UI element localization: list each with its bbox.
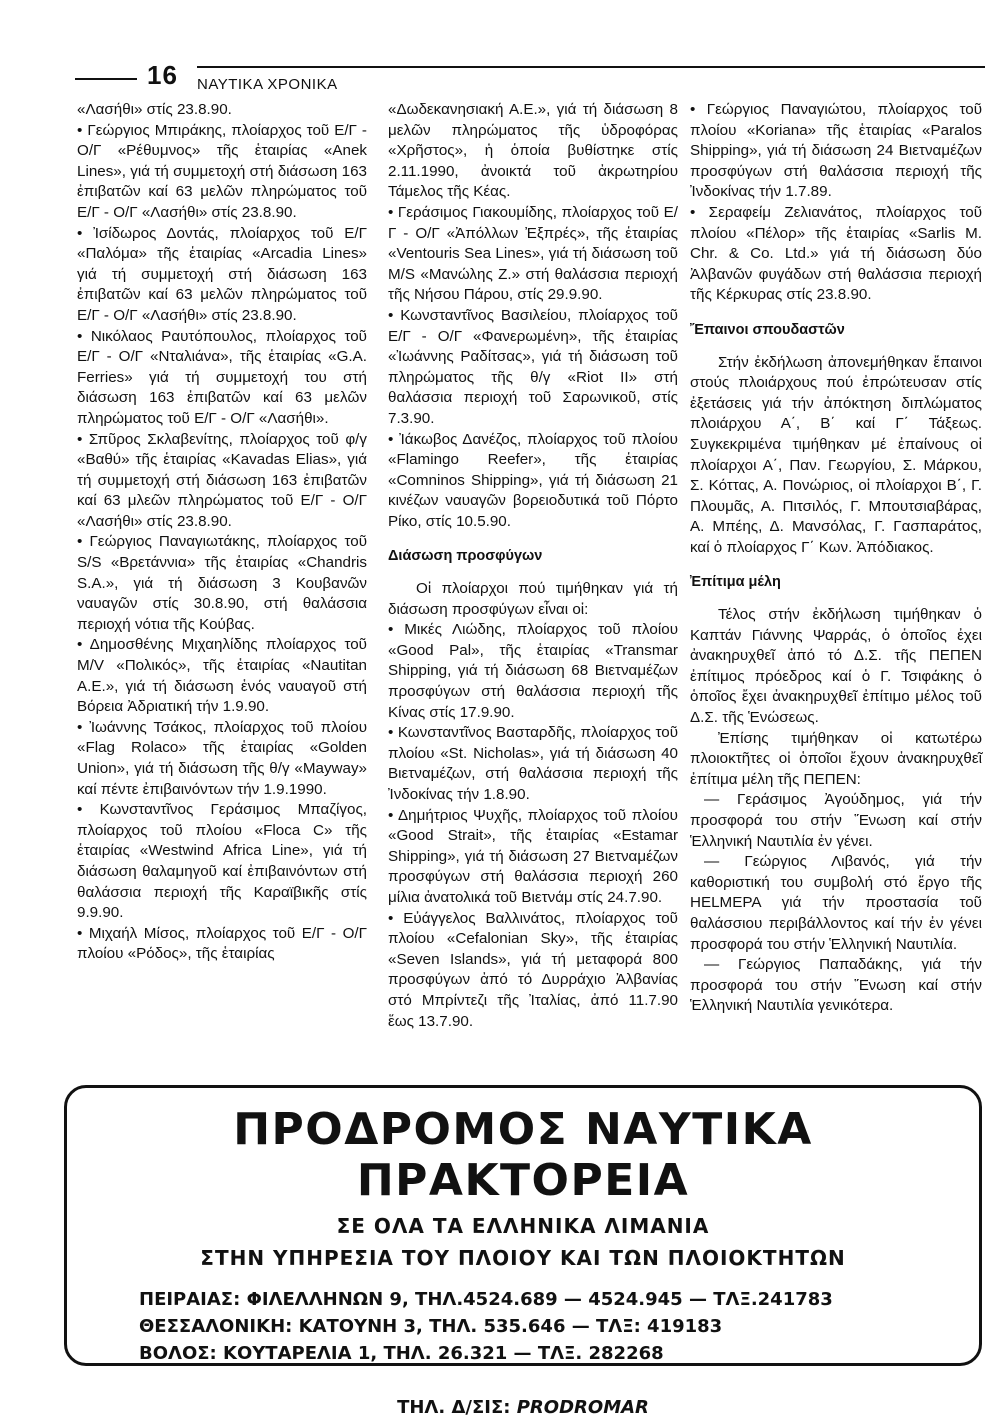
section-heading: Ἔπαινοι σπουδαστῶν: [690, 321, 845, 338]
paragraph: • Γεώργιος Παναγιώτου, πλοίαρχος τοῦ πλοίου «Koriana» τῆς ἑταιρίας «Paralos Shipping», γιά τή διάσωση 24 Βιετναμέζων προσφύγων στή θαλάσσια περιοχή τῆς Ἰνδοκίνας τήν 1.7.89.: [690, 101, 982, 201]
ad-telex-value: PRODROMAR: [516, 1397, 649, 1418]
paragraph: • Δημοσθένης Μιχαηλίδης πλοίαρχος τοῦ M/V «Πολικός», τῆς ἑταιρίας «Nautitan A.E.», γιά τή διάσωση ἑνός ναυαγοῦ στή Βόρεια Ἀδριατική τήν 1.9.90.: [77, 636, 367, 716]
paragraph: — Γεράσιμος Ἀγούδημος, γιά τήν προσφορά του στήν Ἕνωση καί στήν Ἑλληνική Ναυτιλία ἐν γένει.: [690, 791, 982, 850]
section-heading: Ἐπίτιμα μέλη: [690, 574, 781, 591]
article-column-1: [77, 100, 367, 965]
paragraph: • Σπῦρος Σκλαβενίτης, πλοίαρχος τοῦ φ/γ «Βαθύ» τῆς ἑταιρίας «Kavadas Elias», γιά τή συμμετοχή στή διάσωση 163 ἐπιβατῶν καί 63 μλεῶν πληρώματος τοῦ Ε/Γ - Ο/Γ «Λασήθι» στίς 23.8.90.: [77, 430, 367, 530]
paragraph: • Ἰωάννης Τσάκος, πλοίαρχος τοῦ πλοίου «Flag Rolaco» τῆς ἑταιρίας «Golden Union», γιά τή διάσωση τῆς θ/γ «Mayway» καί πέντε ἐπιβαινόντων τήν 1.9.1990.: [77, 718, 367, 798]
ad-title: ΠΡΟΔΡΟΜΟΣ ΝΑΥΤΙΚΑ ΠΡΑΚΤΟΡΕΙΑ: [233, 1104, 813, 1206]
publication-name: ΝΑΥΤΙΚΑ ΧΡΟΝΙΚΑ: [197, 76, 338, 93]
paragraph: • Εὐάγγελος Βαλλινάτος, πλοίαρχος τοῦ πλοίου «Cefalonian Sky», τῆς ἑταιρίας «Seven Islands», γιά τή μεταφορά 800 προσφύγων ἀπό τό Δυρράχιο Ἀλβανίας στό Μπρίντεζι τῆς Ἰταλίας, ἀπό 11.7.90 ἕως 13.7.90.: [388, 909, 678, 1030]
advertisement-box: [64, 1085, 982, 1418]
paragraph: «Δωδεκανησιακή Α.Ε.», γιά τή διάσωση 8 μελῶν πληρώματος τῆς ὑδροφόρας «Χρῆστος», ἡ ὁποία βυθίστηκε στίς 2.11.1990, ἀνοικτά τοῦ ἀκρωτηρίου Τάμελος τῆς Κέας.: [388, 101, 678, 201]
page-number: 16: [147, 60, 178, 90]
paragraph: • Γεράσιμος Γιακουμίδης, πλοίαρχος τοῦ Ε/Γ - Ο/Γ «Ἀπόλλων Ἐξπρές», τῆς ἑταιρίας «Ventouris Sea Lines», γιά τή διάσωση τοῦ M/S «Μανώλης Ζ.» στή θαλάσσια περιοχή τῆς Νήσου Πάρου, στίς 29.9.90.: [388, 203, 678, 304]
paragraph: • Μικές Λιώδης, πλοίαρχος τοῦ πλοίου «Good Pal», τῆς ἑταιρίας «Transmar Shipping, γιά τή διάσωση 68 Βιετναμέζων προσφύγων στή θαλάσσια περιοχή τῆς Κίνας στίς 17.9.90.: [388, 621, 678, 721]
paragraph: • Κωνσταντῖνος Βασιλείου, πλοίαρχος τοῦ Ε/Γ - Ο/Γ «Φανερωμένη», τῆς ἑταιρίας «Ἰωάννης Ραδίτσας», γιά τή διάσωση τοῦ πληρώματος τῆς θ/γ «Riot II» στή θαλάσσια περιοχή τοῦ Σαρωνικοῦ, στίς 7.3.90.: [388, 306, 678, 427]
paragraph: — Γεώργιος Παπαδάκης, γιά τήν προσφορά του στήν Ἕνωση καί στήν Ἑλληνική Ναυτιλία γενικότερα.: [690, 956, 982, 1015]
ad-address-volos: ΒΟΛΟΣ: ΚΟΥΤΑΡΕΛΙΑ 1, ΤΗΛ. 26.321 — ΤΛΞ. 282268: [139, 1343, 664, 1364]
header-rule-left: [75, 78, 137, 80]
paragraph: • Κωνσταντῖνος Γεράσιμος Μπαζίγος, πλοίαρχος τοῦ πλοίου «Floca C» τῆς ἑταιρίας «Westwind Africa Line», γιά τή διάσωση θαλαμηγοῦ καί ἐπιβαινόντων στή θαλάσσια περιοχή τῆς Καραϊβικῆς στίς 9.9.90.: [77, 801, 367, 922]
paragraph: Τέλος στήν ἐκδήλωση τιμήθηκαν ὁ Καπτάν Γιάννης Ψαρράς, ὁ ὁποῖος ἐχει ἀνακηρυχθεῖ ἀπό τό Δ.Σ. τῆς ΠΕΠΕΝ ἐπίτιμος πρόεδρος καί ὁ Γ. Τσιφάκης ὁ ὁποῖος ἔχει ἀνακηρυχθεῖ ἐπίτιμο μέλος τοῦ Δ.Σ. τῆς Ἑνώσεως.: [690, 606, 982, 727]
paragraph: • Ἰάκωβος Δανέζος, πλοίαρχος τοῦ πλοίου «Flamingo Reefer», τῆς ἑταιρίας «Comninos Shipping», γιά τή διάσωση 21 κινέζων ναυαγῶν βορειοδυτικά τοῦ Πόρτο Ρίκο, στίς 10.5.90.: [388, 430, 678, 530]
ad-subtitle-service: ΣΤΗΝ ΥΠΗΡΕΣΙΑ ΤΟΥ ΠΛΟΙΟΥ ΚΑΙ ΤΩΝ ΠΛΟΙΟΚΤΗΤΩΝ: [200, 1246, 846, 1270]
header-rule-right: [197, 66, 985, 68]
page-header: [75, 58, 985, 98]
article-column-3: [690, 100, 982, 1017]
paragraph: • Γεώργιος Παναγιωτάκης, πλοίαρχος τοῦ S/S «Βρετάννια» τῆς ἑταιρίας «Chandris S.A.», γιά τή διάσωση 3 Κουβανῶν ναυαγῶν στίς 30.8.90, στή θαλάσσια περιοχή νότια τῆς Κούβας.: [77, 533, 367, 633]
paragraph: • Νικόλαος Ραυτόπουλος, πλοίαρχος τοῦ Ε/Γ - Ο/Γ «Νταλιάνα», τῆς ἑταιρίας «G.A. Ferries» γιά τή συμμετοχή του στή διάσωση 163 ἐπιβατῶν καί 63 μελῶν πληρώματος τοῦ Ε/Γ - Ο/Γ «Λασήθι».: [77, 327, 367, 427]
ad-telex-label: ΤΗΛ. Δ/ΣΙΣ:: [397, 1397, 511, 1418]
paragraph: • Δημήτριος Ψυχῆς, πλοίαρχος τοῦ πλοίου «Good Strait», τῆς ἑταιρίας «Estamar Shipping», γιά τή διάσωση 27 Βιετναμέζων προσφύγων στή θαλάσσια περιοχή 260 μίλια ἀνατολικά τοῦ Βιετνάμ στίς 24.7.90.: [388, 806, 678, 906]
ad-address-list: [139, 1286, 979, 1367]
paragraph: Ἐπίσης τιμήθηκαν οἱ κατωτέρω πλοιοκτῆτες οἱ ὁποῖοι ἔχουν ἀνακηρυχθεῖ ἐπίτιμα μέλη τῆς ΠΕΠΕΝ:: [690, 729, 982, 788]
article-column-2: [388, 100, 678, 1032]
ad-address-thessaloniki: ΘΕΣΣΑΛΟΝΙΚΗ: ΚΑΤΟΥΝΗ 3, ΤΗΛ. 535.646 — ΤΛΞ: 419183: [139, 1316, 723, 1337]
paragraph: • Σεραφείμ Ζελιανάτος, πλοίαρχος τοῦ πλοίου «Πέλορ» τῆς ἑταιρίας «Sarlis M. Chr. & Co. Ltd.» γιά τή διάσωση δύο Ἀλβανῶν φυγάδων στή θαλάσσια περιοχή τῆς Κέρκυρας στίς 23.8.90.: [690, 203, 982, 304]
ad-address-piraeus: ΠΕΙΡΑΙΑΣ: ΦΙΛΕΛΛΗΝΩΝ 9, ΤΗΛ.4524.689 — 4524.945 — ΤΛΞ.241783: [139, 1289, 833, 1310]
paragraph: Οἱ πλοίαρχοι πού τιμήθηκαν γιά τή διάσωση προσφύγων εἶναι οἱ:: [388, 580, 678, 618]
paragraph: — Γεώργιος Λιβανός, γιά τήν καθοριστική του συμβολή στό ἔργο τῆς HELMEPA γιά τήν προστασία τοῦ θαλάσσιου περιβάλλοντος καί τήν ἐν γένει προσφορά του στήν Ἑλληνική Ναυτιλία.: [690, 853, 982, 953]
paragraph: • Κωνσταντῖνος Βασταρδῆς, πλοίαρχος τοῦ πλοίου «St. Nicholas», γιά τή διάσωση 40 Βιετναμέζων, στή θαλάσσια περιοχή τῆς Ἰνδοκίνας τήν 1.8.90.: [388, 724, 678, 803]
ad-subtitle-ports: ΣΕ ΟΛΑ ΤΑ ΕΛΛΗΝΙΚΑ ΛΙΜΑΝΙΑ: [336, 1214, 710, 1238]
section-heading: Διάσωση προσφύγων: [388, 548, 543, 565]
paragraph: «Λασήθι» στίς 23.8.90.: [77, 101, 232, 118]
paragraph: • Μιχαήλ Μίσος, πλοίαρχος τοῦ Ε/Γ - Ο/Γ πλοίου «Ρόδος», τῆς ἑταιρίας: [77, 924, 367, 963]
paragraph: • Γεώργιος Μπιράκης, πλοίαρχος τοῦ Ε/Γ - Ο/Γ «Ρέθυμνος» τῆς ἑταιρίας «Anek Lines», γιά τή συμμετοχή στή διάσωση 163 ἐπιβατῶν καί 63 μελῶν πληρώματος τοῦ Ε/Γ - Ο/Γ «Λασήθι» στίς 23.8.90.: [77, 121, 367, 221]
ad-telex: [67, 1397, 979, 1418]
paragraph: Στήν ἐκδήλωση ἀπονεμήθηκαν ἔπαινοι στούς πλοιάρχους πού ἐπρώτευσαν στίς ἐξετάσεις γιά τήν ἀπόκτηση διπλώματος πλοιάρχου Α΄, Β΄ καί Γ΄ Τάξεως. Συγκεκριμένα τιμήθηκαν μέ ἐπαίνους οἱ πλοίαρχοι Α΄, Παν. Γεωργίου, Σ. Μάρκου, Σ. Κόττας, Α. Πονώριος, οἱ πλοίαρχοι Β΄, Γ. Πλουμᾶς, Α. Πιτσιλός, Γ. Μπουτσιαβάρας, Α. Μπέης, Δ. Μανσόλας, Γ. Γασπαράτος, καί ὁ πλοίαρχος Γ΄ Κων. Ἀπόδιακος.: [690, 353, 982, 556]
paragraph: • Ἰσίδωρος Δοντάς, πλοίαρχος τοῦ Ε/Γ «Παλόμα» τῆς ἑταιρίας «Arcadia Lines» γιά τή συμμετοχή στή διάσωση 163 ἐπιβατῶν καί 63 μελῶν πληρώματος τοῦ Ε/Γ - Ο/Γ «Λασήθι» στίς 23.8.90.: [77, 224, 367, 324]
